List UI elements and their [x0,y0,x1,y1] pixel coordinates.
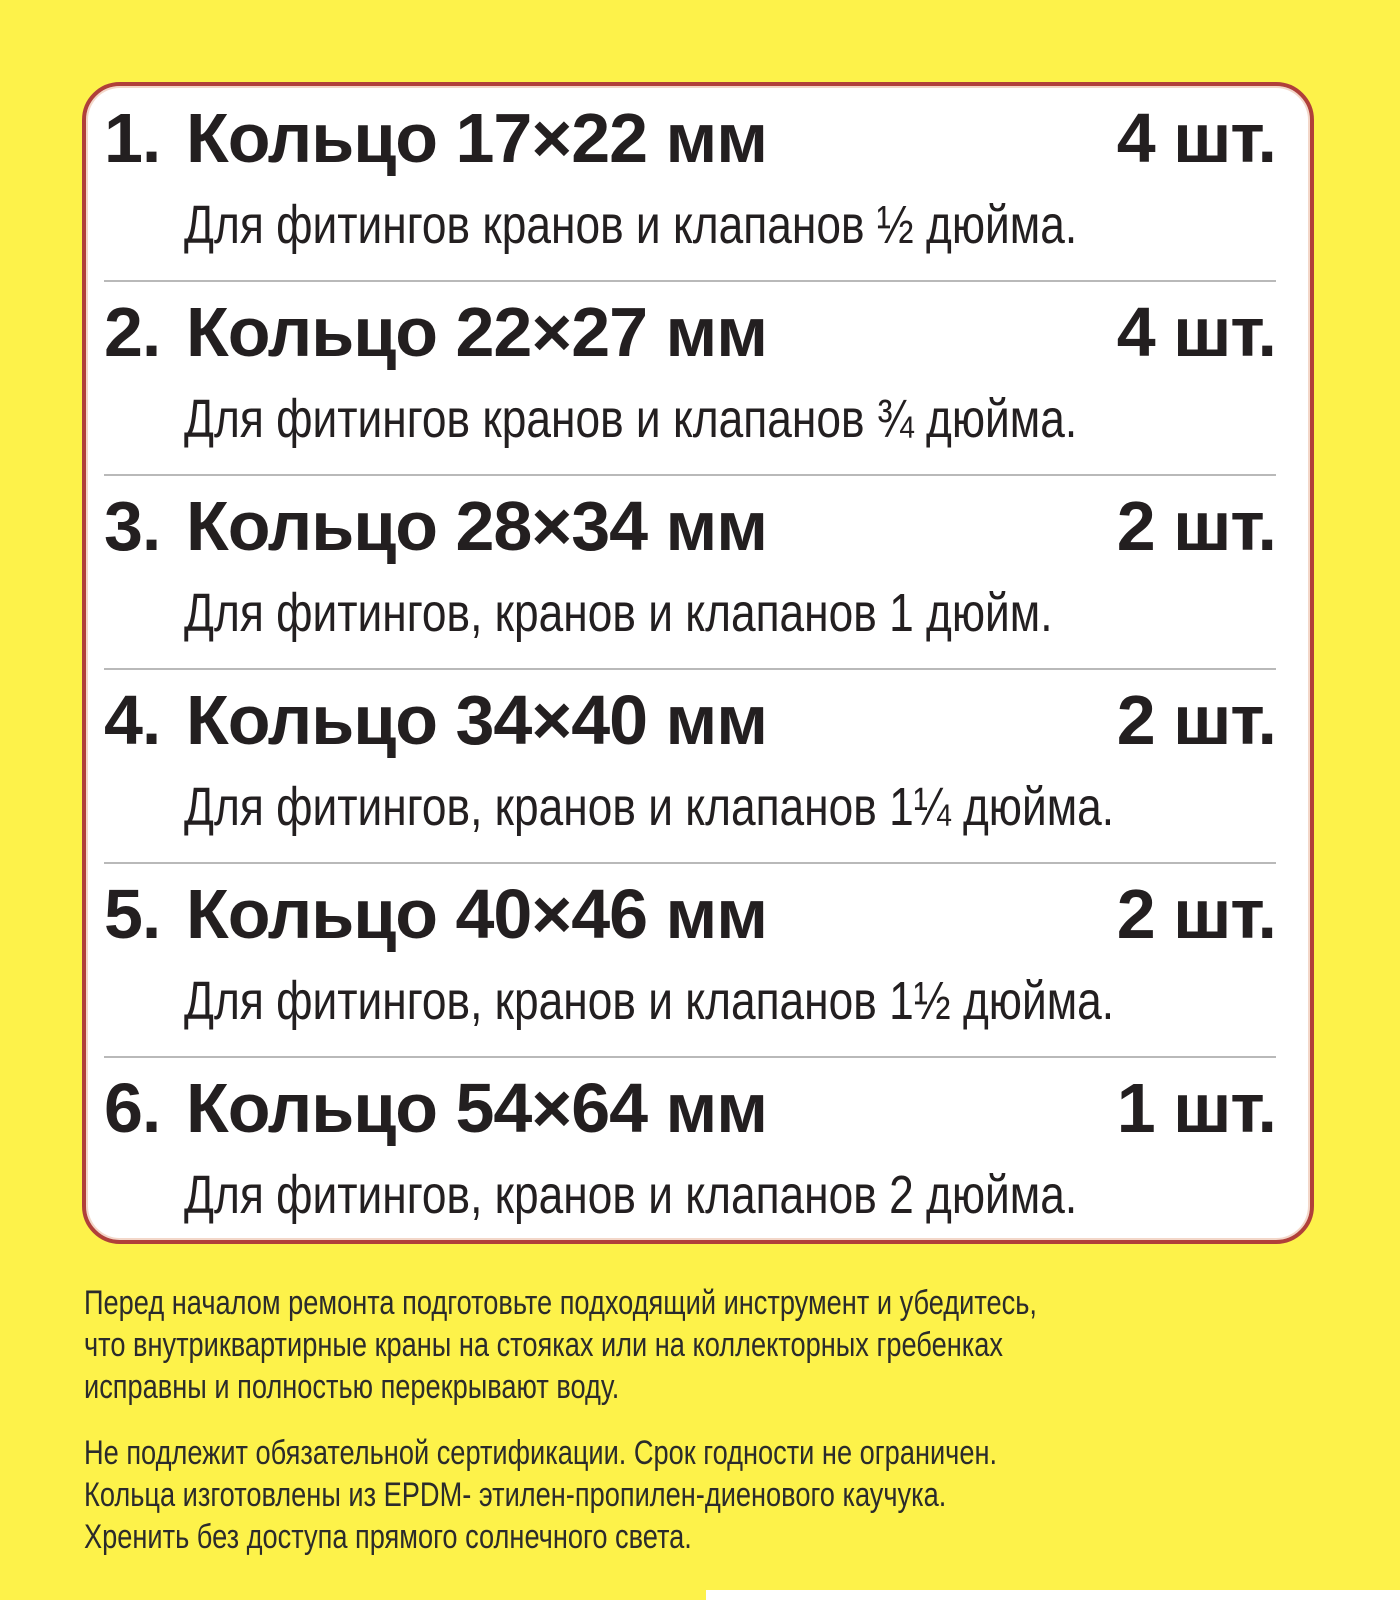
paragraph-gap [84,1408,1284,1432]
item-name: Кольцо 22×27 мм [186,293,768,371]
list-item [104,670,1276,864]
item-number: 1. [104,99,161,177]
item-quantity: 4 шт. [1116,293,1276,371]
item-number: 3. [104,487,161,565]
note-line: Хренить без доступа прямого солнечного света. [84,1518,692,1556]
item-heading [104,88,1276,188]
notes-text [84,1282,1284,1558]
item-name: Кольцо 34×40 мм [186,681,768,759]
item-name: Кольцо 17×22 мм [186,99,768,177]
bottom-white-strip [706,1590,1400,1600]
list-item [104,88,1276,282]
note-line: Не подлежит обязательной сертификации. Срок годности не ограничен. [84,1434,998,1472]
item-description: Для фитингов, кранов и клапанов 2 дюйма. [184,1165,1078,1225]
list-item [104,282,1276,476]
note-line: что внутриквартирные краны на стояках или на коллекторных гребенках [84,1326,1003,1364]
item-number: 6. [104,1069,161,1147]
item-description: Для фитингов кранов и клапанов ½ дюйма. [184,195,1078,255]
item-description: Для фитингов, кранов и клапанов 1¼ дюйма. [184,777,1115,837]
item-heading [104,476,1276,576]
item-number: 2. [104,293,161,371]
item-heading [104,670,1276,770]
item-quantity: 1 шт. [1116,1069,1276,1147]
item-quantity: 2 шт. [1116,875,1276,953]
item-description: Для фитингов кранов и клапанов ¾ дюйма. [184,389,1078,449]
item-quantity: 2 шт. [1116,487,1276,565]
item-name: Кольцо 28×34 мм [186,487,768,565]
note-line: Кольца изготовлены из EPDM- этилен-пропилен-диенового каучука. [84,1476,947,1514]
list-item [104,1058,1276,1252]
item-quantity: 4 шт. [1116,99,1276,177]
item-name: Кольцо 54×64 мм [186,1069,768,1147]
list-item [104,864,1276,1058]
item-description: Для фитингов, кранов и клапанов 1½ дюйма. [184,971,1115,1031]
ring-list-card [82,82,1314,1244]
item-heading [104,864,1276,964]
item-heading [104,282,1276,382]
note-line: Перед началом ремонта подготовьте подходящий инструмент и убедитесь, [84,1284,1037,1322]
item-name: Кольцо 40×46 мм [186,875,768,953]
item-quantity: 2 шт. [1116,681,1276,759]
note-line: исправны и полностью перекрывают воду. [84,1368,620,1406]
item-number: 4. [104,681,161,759]
list-item [104,476,1276,670]
item-number: 5. [104,875,161,953]
item-description: Для фитингов, кранов и клапанов 1 дюйм. [184,583,1053,643]
item-heading [104,1058,1276,1158]
